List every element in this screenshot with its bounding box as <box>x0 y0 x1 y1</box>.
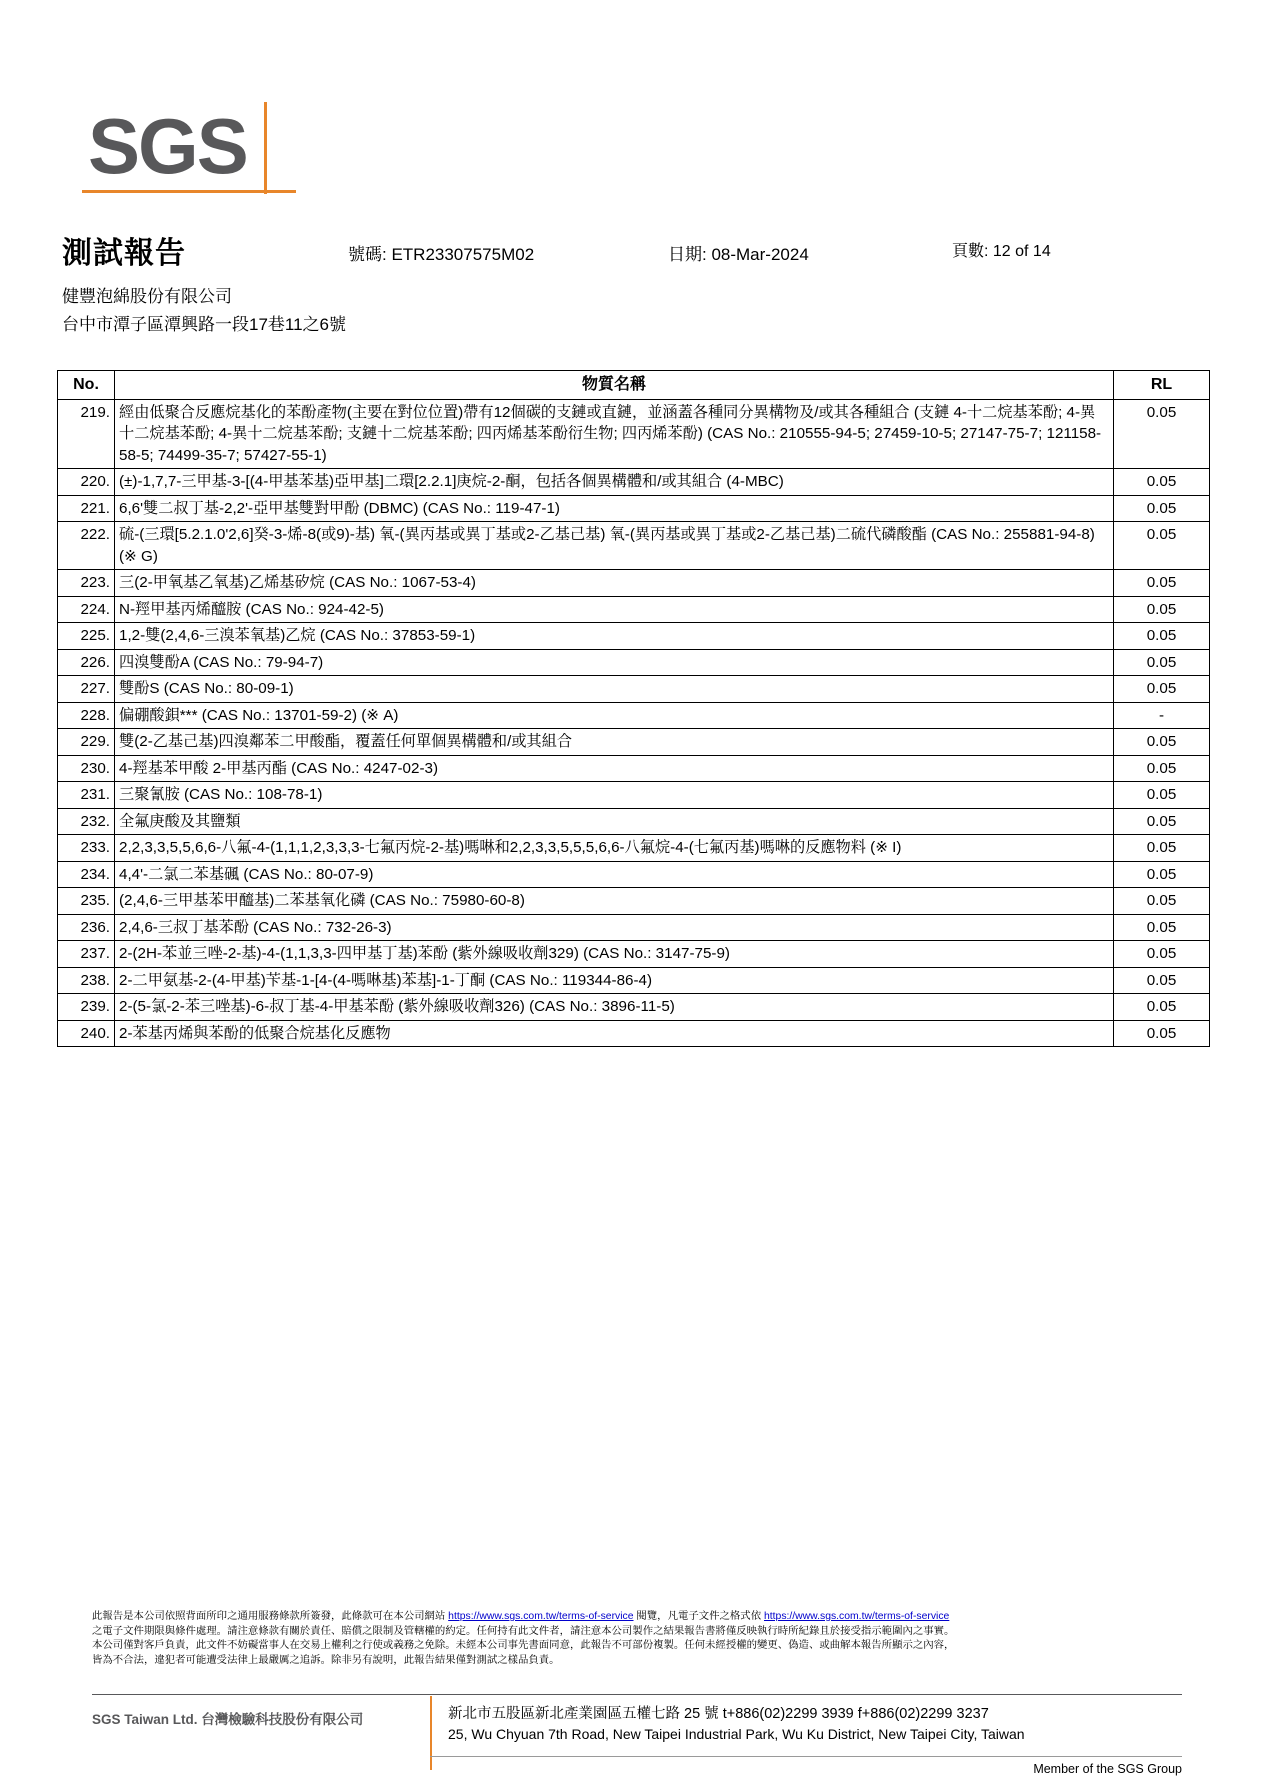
row-number: 227. <box>58 676 115 703</box>
logo-horizontal-rule <box>82 190 296 193</box>
substance-name: N-羥甲基丙烯醯胺 (CAS No.: 924-42-5) <box>115 596 1114 623</box>
table-row <box>58 755 1210 782</box>
reporting-limit: 0.05 <box>1114 1020 1210 1047</box>
row-number: 233. <box>58 835 115 862</box>
footer-address-zh: 新北市五股區新北產業園區五權七路 25 號 t+886(02)2299 3939 f+886(02)2299 3237 <box>448 1706 989 1722</box>
row-number: 222. <box>58 522 115 570</box>
substance-name: (±)-1,7,7-三甲基-3-[(4-甲基苯基)亞甲基]二環[2.2.1]庚烷-2-酮，包括各個異構體和/或其組合 (4-MBC) <box>115 469 1114 496</box>
row-number: 229. <box>58 729 115 756</box>
substance-name: 三聚氰胺 (CAS No.: 108-78-1) <box>115 782 1114 809</box>
table-row <box>58 702 1210 729</box>
footer-divider <box>92 1694 1182 1695</box>
footer-divider-bottom <box>430 1756 1182 1757</box>
table-row <box>58 676 1210 703</box>
row-number: 225. <box>58 623 115 650</box>
client-address: 台中市潭子區潭興路一段17巷11之6號 <box>62 315 347 334</box>
page-number: 頁數: 12 of 14 <box>952 243 1051 260</box>
report-date: 日期: 08-Mar-2024 <box>668 245 809 264</box>
footer-vertical-rule <box>430 1696 432 1770</box>
row-number: 219. <box>58 399 115 469</box>
reporting-limit: 0.05 <box>1114 596 1210 623</box>
substance-name: 偏硼酸鋇*** (CAS No.: 13701-59-2) (※ A) <box>115 702 1114 729</box>
reporting-limit: 0.05 <box>1114 861 1210 888</box>
reporting-limit: 0.05 <box>1114 469 1210 496</box>
row-number: 226. <box>58 649 115 676</box>
legal-text-1b: 閱覽，凡電子文件之格式依 <box>633 1611 764 1622</box>
reporting-limit: 0.05 <box>1114 570 1210 597</box>
footer-brand: SGS Taiwan Ltd. 台灣檢驗科技股份有限公司 <box>92 1712 364 1727</box>
row-number: 231. <box>58 782 115 809</box>
table-row <box>58 570 1210 597</box>
table-row <box>58 782 1210 809</box>
row-number: 236. <box>58 914 115 941</box>
report-number: 號碼: ETR23307575M02 <box>348 245 535 264</box>
sgs-logo-text: SGS <box>88 102 247 190</box>
substance-name: 1,2-雙(2,4,6-三溴苯氧基)乙烷 (CAS No.: 37853-59-1) <box>115 623 1114 650</box>
row-number: 232. <box>58 808 115 835</box>
footer-member-line: Member of the SGS Group <box>1033 1762 1182 1776</box>
row-number: 230. <box>58 755 115 782</box>
column-header-name: 物質名稱 <box>115 371 1114 400</box>
legal-disclaimer <box>92 1610 1182 1668</box>
substance-name: 2,4,6-三叔丁基苯酚 (CAS No.: 732-26-3) <box>115 914 1114 941</box>
table-row <box>58 729 1210 756</box>
table-header-row <box>58 371 1210 400</box>
table-row <box>58 649 1210 676</box>
table-row <box>58 914 1210 941</box>
table-row <box>58 399 1210 469</box>
row-number: 234. <box>58 861 115 888</box>
table-row <box>58 522 1210 570</box>
substance-name: 全氟庚酸及其鹽類 <box>115 808 1114 835</box>
reporting-limit: 0.05 <box>1114 835 1210 862</box>
column-header-no: No. <box>58 371 115 400</box>
table-row <box>58 623 1210 650</box>
row-number: 223. <box>58 570 115 597</box>
table-row <box>58 888 1210 915</box>
reporting-limit: 0.05 <box>1114 967 1210 994</box>
row-number: 224. <box>58 596 115 623</box>
terms-of-service-link-2[interactable]: https://www.sgs.com.tw/terms-of-service <box>763 1611 950 1622</box>
row-number: 235. <box>58 888 115 915</box>
sgs-logo <box>88 104 298 204</box>
table-row <box>58 941 1210 968</box>
substance-name: 2-(2H-苯並三唑-2-基)-4-(1,1,3,3-四甲基丁基)苯酚 (紫外線吸收劑329) (CAS No.: 3147-75-9) <box>115 941 1114 968</box>
substance-name: 6,6'雙二叔丁基-2,2'-亞甲基雙對甲酚 (DBMC) (CAS No.: 119-47-1) <box>115 495 1114 522</box>
logo-vertical-rule <box>264 102 267 194</box>
substance-name: 四溴雙酚A (CAS No.: 79-94-7) <box>115 649 1114 676</box>
reporting-limit: 0.05 <box>1114 495 1210 522</box>
substance-table-wrapper <box>57 370 1209 1047</box>
row-number: 221. <box>58 495 115 522</box>
table-row <box>58 596 1210 623</box>
legal-line-3: 本公司僅對客戶負責，此文件不妨礙當事人在交易上權利之行使或義務之免除。未經本公司事先書面同意，此報告不可部份複製。任何未經授權的變更、偽造、或曲解本報告所顯示之內容， <box>92 1640 955 1652</box>
substance-name: 4,4'-二氯二苯基碸 (CAS No.: 80-07-9) <box>115 861 1114 888</box>
row-number: 237. <box>58 941 115 968</box>
reporting-limit: 0.05 <box>1114 676 1210 703</box>
row-number: 228. <box>58 702 115 729</box>
substance-name: 硫-(三環[5.2.1.0'2,6]癸-3-烯-8(或9)-基) 氧-(異丙基或異丁基或2-乙基己基) 氧-(異丙基或異丁基或2-乙基己基)二硫代磷酸酯 (CAS No.: 255881-94-8) (※ G) <box>115 522 1114 570</box>
substance-table <box>57 370 1210 1047</box>
legal-line-1 <box>92 1610 1182 1625</box>
table-row <box>58 835 1210 862</box>
substance-name: (2,4,6-三甲基苯甲醯基)二苯基氧化磷 (CAS No.: 75980-60-8) <box>115 888 1114 915</box>
reporting-limit: - <box>1114 702 1210 729</box>
substance-name: 2-苯基丙烯與苯酚的低聚合烷基化反應物 <box>115 1020 1114 1047</box>
substance-name: 2-(5-氯-2-苯三唑基)-6-叔丁基-4-甲基苯酚 (紫外線吸收劑326) (CAS No.: 3896-11-5) <box>115 994 1114 1021</box>
table-row <box>58 994 1210 1021</box>
row-number: 238. <box>58 967 115 994</box>
substance-name: 4-羥基苯甲酸 2-甲基丙酯 (CAS No.: 4247-02-3) <box>115 755 1114 782</box>
substance-name: 雙(2-乙基己基)四溴鄰苯二甲酸酯，覆蓋任何單個異構體和/或其組合 <box>115 729 1114 756</box>
reporting-limit: 0.05 <box>1114 888 1210 915</box>
legal-line-4: 皆為不合法，違犯者可能遭受法律上最嚴厲之追訴。除非另有說明，此報告結果僅對測試之樣品負責。 <box>92 1654 560 1666</box>
table-row <box>58 495 1210 522</box>
column-header-rl: RL <box>1114 371 1210 400</box>
reporting-limit: 0.05 <box>1114 941 1210 968</box>
footer-address-en: 25, Wu Chyuan 7th Road, New Taipei Industrial Park, Wu Ku District, New Taipei City, Taiwan <box>448 1726 1025 1742</box>
substance-name: 三(2-甲氧基乙氧基)乙烯基矽烷 (CAS No.: 1067-53-4) <box>115 570 1114 597</box>
terms-of-service-link-1[interactable]: https://www.sgs.com.tw/terms-of-service <box>448 1611 634 1622</box>
substance-name: 2,2,3,3,5,5,6,6-八氟-4-(1,1,1,2,3,3,3-七氟丙烷-2-基)嗎啉和2,2,3,3,5,5,5,6,6-八氟烷-4-(七氟丙基)嗎啉的反應物料 (※ I) <box>115 835 1114 862</box>
reporting-limit: 0.05 <box>1114 808 1210 835</box>
reporting-limit: 0.05 <box>1114 994 1210 1021</box>
reporting-limit: 0.05 <box>1114 399 1210 469</box>
substance-name: 雙酚S (CAS No.: 80-09-1) <box>115 676 1114 703</box>
substance-table-body <box>58 399 1210 1047</box>
reporting-limit: 0.05 <box>1114 782 1210 809</box>
reporting-limit: 0.05 <box>1114 914 1210 941</box>
table-row <box>58 967 1210 994</box>
table-row <box>58 1020 1210 1047</box>
table-row <box>58 861 1210 888</box>
legal-line-2: 之電子文件期限與條件處理。請注意條款有關於責任、賠償之限制及管轄權的約定。任何持有此文件者，請注意本公司製作之結果報告書將僅反映執行時所紀錄且於接受指示範圍內之事實。 <box>92 1625 955 1637</box>
row-number: 240. <box>58 1020 115 1047</box>
page-title: 測試報告 <box>62 237 186 270</box>
table-row <box>58 469 1210 496</box>
row-number: 239. <box>58 994 115 1021</box>
table-row <box>58 808 1210 835</box>
legal-text-1a: 此報告是本公司依照背面所印之通用服務條款所簽發，此條款可在本公司網站 <box>92 1611 449 1622</box>
reporting-limit: 0.05 <box>1114 649 1210 676</box>
reporting-limit: 0.05 <box>1114 623 1210 650</box>
row-number: 220. <box>58 469 115 496</box>
reporting-limit: 0.05 <box>1114 729 1210 756</box>
reporting-limit: 0.05 <box>1114 755 1210 782</box>
reporting-limit: 0.05 <box>1114 522 1210 570</box>
client-name: 健豐泡綿股份有限公司 <box>62 287 232 306</box>
substance-name: 經由低聚合反應烷基化的苯酚產物(主要在對位位置)帶有12個碳的支鏈或直鏈，並涵蓋各種同分異構物及/或其各種組合 (支鏈 4-十二烷基苯酚; 4-異十二烷基苯酚; 4-異十二烷基苯酚; 支鏈十二烷基苯酚; 四丙烯基苯酚衍生物; 四丙烯苯酚) (CAS No.: 210555-94-5; 27459-10-5; 27147-75-7; 121158-58-5; 74499-35-7; 57427-55-1) <box>115 399 1114 469</box>
substance-name: 2-二甲氨基-2-(4-甲基)苄基-1-[4-(4-嗎啉基)苯基]-1-丁酮 (CAS No.: 119344-86-4) <box>115 967 1114 994</box>
